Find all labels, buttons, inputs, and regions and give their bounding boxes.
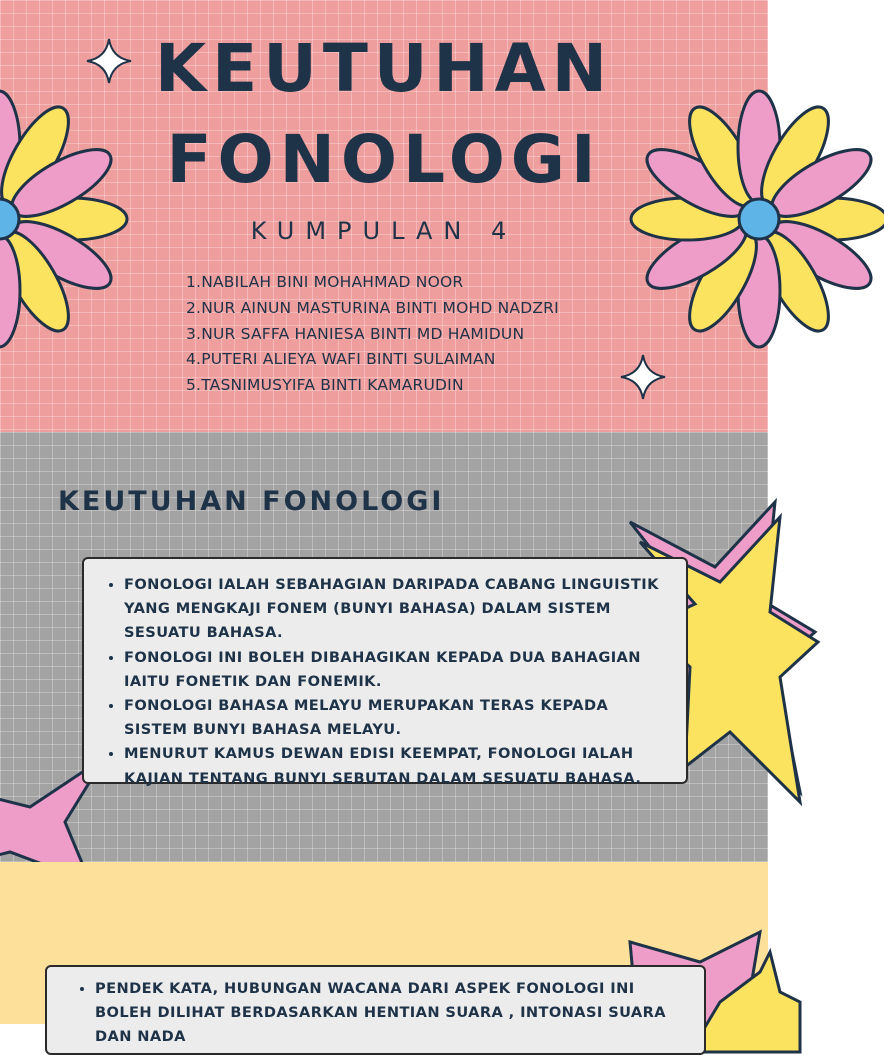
bullet-list [77,977,694,1050]
member-item: 2.NUR AINUN MASTURINA BINTI MOHD NADZRI [186,298,559,317]
bullet-item: • PENDEK KATA, HUBUNGAN WACANA DARI ASPEK FONOLOGI INI BOLEH DILIHAT BERDASARKAN HENTIAN SUARA , INTONASI SUARA DAN NADA [95,977,694,1050]
sparkle-icon [618,352,668,402]
page-title-line-2: FONOLOGI [166,121,602,198]
group-subtitle: KUMPULAN 4 [250,217,518,245]
bullet-item: • FONOLOGI BAHASA MELAYU MERUPAKAN TERAS KEPADA SISTEM BUNYI BAHASA MELAYU. [124,694,676,742]
text-card [45,965,706,1055]
text-card [82,557,688,787]
page-title-line-1: KEUTUHAN [155,30,613,107]
member-item: 4.PUTERI ALIEYA WAFI BINTI SULAIMAN [186,350,496,369]
bullet-item: • MENURUT KAMUS DEWAN EDISI KEEMPAT, FONOLOGI IALAH KAJIAN TENTANG BUNYI SEBUTAN DALAM SESUATU BAHASA. [124,742,676,790]
member-list [186,270,559,399]
content-slide-2 [0,862,768,1046]
member-item: 3.NUR SAFFA HANIESA BINTI MD HAMIDUN [186,324,525,343]
section-title: KEUTUHAN FONOLOGI [58,486,445,517]
bullet-item: • FONOLOGI INI BOLEH DIBAHAGIKAN KEPADA DUA BAHAGIAN IAITU FONETIK DAN FONEMIK. [124,646,676,694]
content-slide-1 [0,432,768,862]
member-item: 5.TASNIMUSYIFA BINTI KAMARUDIN [186,376,464,395]
bullet-item: • FONOLOGI IALAH SEBAHAGIAN DARIPADA CABANG LINGUISTIK YANG MENGKAJI FONEM (BUNYI BAHASA) DALAM SISTEM SESUATU BAHASA. [124,573,676,646]
title-slide [0,0,768,432]
member-item: 1.NABILAH BINI MOHAHMAD NOOR [186,273,464,291]
bullet-list [106,573,676,791]
